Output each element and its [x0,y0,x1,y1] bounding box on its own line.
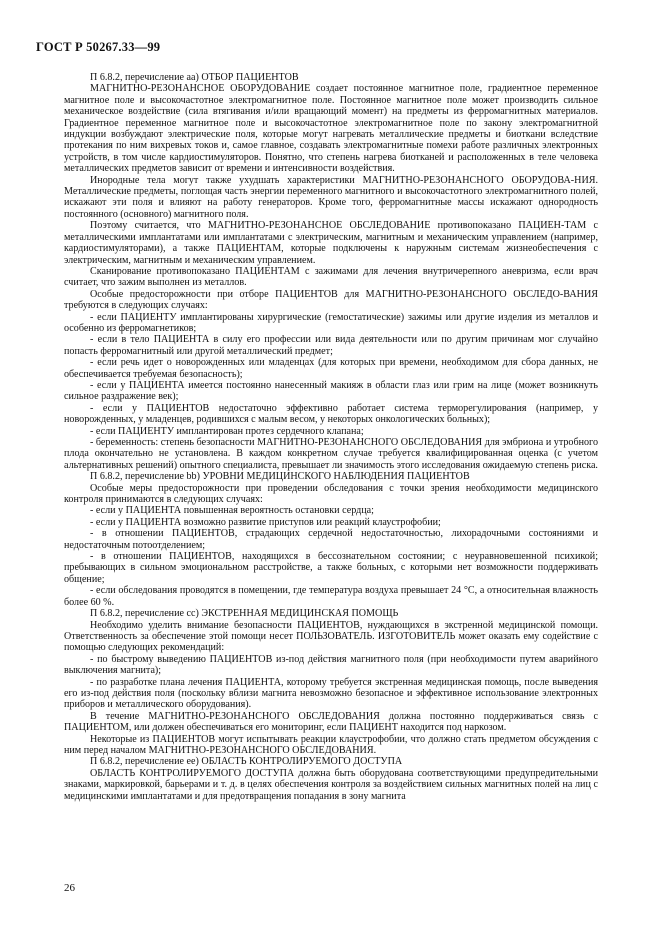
list-item: - беременность: степень безопасности МАГНИТНО-РЕЗОНАНСНОГО ОБСЛЕДОВАНИЯ для эмбриона и утробного плода окончательно не установлена. В каждом конкретном случае требуется квалифицированная оценка (с учетом альтернативных решений) опытного специалиста, превышает ли значимость этого исследования ожидаемую степень риска. [64,437,598,471]
body-text [64,72,598,802]
section-heading: П 6.8.2, перечисление сс) ЭКСТРЕННАЯ МЕДИЦИНСКАЯ ПОМОЩЬ [90,608,399,620]
paragraph: МАГНИТНО-РЕЗОНАНСНОЕ ОБОРУДОВАНИЕ создает постоянное магнитное поле, градиентное переменное магнитное поле и высокочастотное электромагнитное поле. Постоянное магнитное поле может производить сильное механическое воздействие (сила втягивания и/или вращающий момент) на предметы из ферромагнитных материалов. Градиентное переменное магнитное поле и высокочастотное электромагнитное поле по закону электромагнитной индукции возбуждают электрические поля, которые могут нагревать металлические предметы и биоткани вследствие протекания по ним вихревых токов и, самое главное, создавать электромагнитные помехи работе различных электронных устройств, в том числе кардиостимуляторов. Понятно, что степень нагрева биотканей и расположенных в теле человека металлических предметов зависит от времени и интенсивности воздействия. [64,83,598,175]
paragraph: Некоторые из ПАЦИЕНТОВ могут испытывать реакции клаустрофобии, что должно стать предметом обсуждения с ним перед началом МАГНИТНО-РЕЗОНАНСНОГО ОБСЛЕДОВАНИЯ. [64,733,598,756]
list-item: - если у ПАЦИЕНТА имеется постоянно нанесенный макияж в области глаз или грим на лице (может возникнуть сильное раздражение век); [64,379,598,403]
list-item: - если в тело ПАЦИЕНТА в силу его профессии или вида деятельности или по другим причинам мог случайно попасть ферромагнитный или другой металлический предмет; [64,334,598,357]
section-heading: П 6.8.2, перечисление ее) ОБЛАСТЬ КОНТРОЛИРУЕМОГО ДОСТУПА [90,756,403,768]
list-item: - по быстрому выведению ПАЦИЕНТОВ из-под действия магнитного поля (при необходимости путем аварийного выключения магнита); [64,653,598,677]
section-heading: П 6.8.2, перечисление аа) ОТБОР ПАЦИЕНТОВ [90,72,299,83]
list-item: - если ПАЦИЕНТУ имплантирован протез сердечного клапана; [90,425,364,437]
paragraph: Поэтому считается, что МАГНИТНО-РЕЗОНАНСНОЕ ОБСЛЕДОВАНИЕ противопоказано ПАЦИЕН-ТАМ с металлическими имплантатами или имплантатами с электрическим, магнитным и механическим управлением (например, кардиостимуляторами), а также ПАЦИЕНТАМ, которые подключены к наружным системам жизнеобеспечения с электрическим, магнитным и механическим управлением. [64,220,598,266]
list-item: - в отношении ПАЦИЕНТОВ, находящихся в бессознательном состоянии; с неуравновешенной психикой; пребывающих в сильном эмоциональном расстройстве, а также больных, с которыми нет возможности поддерживать общение; [64,551,598,585]
list-item: - по разработке плана лечения ПАЦИЕНТА, которому требуется экстренная медицинская помощь, после выведения его из-под действия поля (поскольку вблизи магнита невозможно безопасное и эффективное использование электронных приборов и металлического оборудования). [64,676,598,711]
paragraph: Необходимо уделить внимание безопасности ПАЦИЕНТОВ, нуждающихся в экстренной медицинской помощи. Ответственность за обеспечение этой помощи несет ПОЛЬЗОВАТЕЛЬ. ИЗГОТОВИТЕЛЬ может оказать ему содействие с помощью следующих рекомендаций: [64,619,598,654]
paragraph: ОБЛАСТЬ КОНТРОЛИРУЕМОГО ДОСТУПА должна быть оборудована соответствующими предупредительными знаками, маркировкой, барьерами и т. д. в целях обеспечения контроля за воздействием сильных магнитных полей на лиц с медицинскими имплантатами и для предотвращения попадания в зону магнита [64,767,598,802]
list-item: - если у ПАЦИЕНТА возможно развитие приступов или реакций клаустрофобии; [90,516,441,528]
paragraph: В течение МАГНИТНО-РЕЗОНАНСНОГО ОБСЛЕДОВАНИЯ должна постоянно поддерживаться связь с ПАЦИЕНТОМ, или должен обеспечиваться его мониторинг, если ПАЦИЕНТ находится под наркозом. [64,710,598,734]
paragraph: Особые меры предосторожности при проведении обследования с точки зрения необходимости медицинского контроля принимаются в следующих случаях: [64,482,598,506]
standard-header: ГОСТ Р 50267.33—99 [36,40,161,54]
list-item: - если обследования проводятся в помещении, где температура воздуха превышает 24 °С, а относительная влажность более 60 %. [64,585,598,608]
paragraph: Сканирование противопоказано ПАЦИЕНТАМ с зажимами для лечения внутричерепного аневризма, если врач считает, что зажим выполнен из металлов. [64,265,598,289]
list-item: - если речь идет о новорожденных или младенцах (для которых при времени, необходимом для сбора данных, не обеспечивается требуемая безопасность); [64,357,598,380]
page-number: 26 [64,882,75,894]
list-item: - если ПАЦИЕНТУ имплантированы хирургические (гемостатические) зажимы или другие изделия из металлов и особенно из ферромагнетиков; [64,311,598,334]
section-heading: П 6.8.2, перечисление bb) УРОВНИ МЕДИЦИНСКОГО НАБЛЮДЕНИЯ ПАЦИЕНТОВ [90,471,470,483]
list-item: - если у ПАЦИЕНТОВ недостаточно эффективно работает система терморегулирования (например, у новорожденных, у младенцев, родившихся с малым весом, у некоторых онкологических больных); [64,402,598,426]
paragraph: Особые предосторожности при отборе ПАЦИЕНТОВ для МАГНИТНО-РЕЗОНАНСНОГО ОБСЛЕДО-ВАНИЯ требуются в следующих случаях: [64,288,598,312]
list-item: - если у ПАЦИЕНТА повышенная вероятность остановки сердца; [90,505,374,517]
paragraph: Инородные тела могут также ухудшать характеристики МАГНИТНО-РЕЗОНАНСНОГО ОБОРУДОВА-НИЯ. Металлические предметы, поглощая часть энергии переменного магнитного и высокочастотного электромагнитного полей, искажают эти поля и влияют на работу генераторов. Кроме того, ферромагнитные массы искажают однородность постоянного (основного) магнитного поля. [64,174,598,220]
list-item: - в отношении ПАЦИЕНТОВ, страдающих сердечной недостаточностью, лихорадочными состояниями и недостаточным потоотделением; [64,528,598,551]
